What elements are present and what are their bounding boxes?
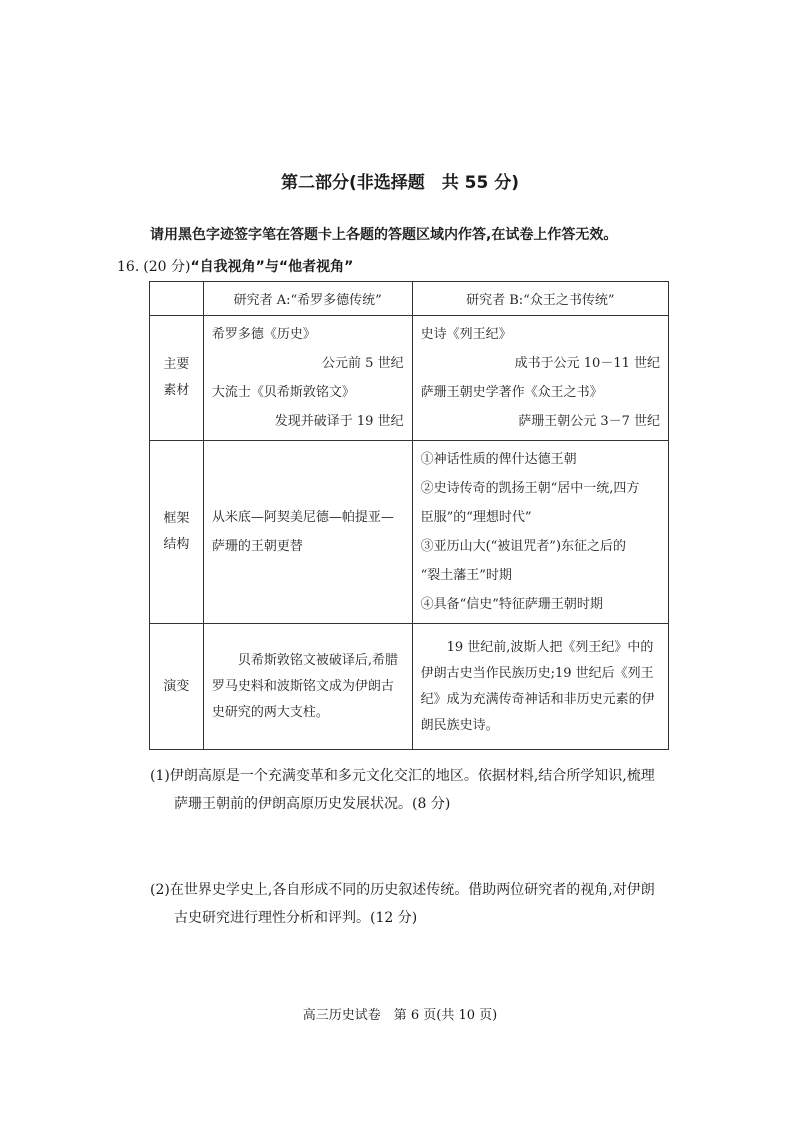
row-label-framework: 框架 结构 (150, 441, 204, 624)
framework-a: 从米底—阿契美尼德—帕提亚— 萨珊的王朝更替 (203, 441, 412, 624)
table-row-evolution (150, 624, 669, 750)
table-corner-cell (150, 282, 204, 316)
sub-question-2: (2)在世界史学史上,各自形成不同的历史叙述传统。借助两位研究者的视角,对伊朗 古史研究进行理性分析和评判。(12 分) (150, 882, 655, 926)
question-number: 16. (117, 259, 140, 275)
section-title: 第二部分(非选择题 共 55 分) (280, 173, 520, 193)
row-label-materials: 主要 素材 (150, 316, 204, 441)
question-points: (20 分) (143, 259, 191, 275)
table-row-materials (150, 316, 669, 441)
row-label-evolution: 演变 (150, 624, 204, 750)
header-researcher-a: 研究者 A:“希罗多德传统” (203, 282, 412, 316)
answer-instruction: 请用黑色字迹签字笔在答题卡上各题的答题区域内作答,在试卷上作答无效。 (150, 227, 618, 243)
header-researcher-b: 研究者 B:“众王之书传统” (412, 282, 668, 316)
framework-b: ①神话性质的俾什达德王朝 ②史诗传奇的凯扬王朝“居中一统,四方 臣服”的“理想时代” ③亚历山大(“被诅咒者”)东征之后的 “裂土藩王”时期 ④具备“信史”特征萨珊王朝时期 (412, 441, 668, 624)
evolution-a: 贝希斯敦铭文被破译后,希腊罗马史料和波斯铭文成为伊朗古史研究的两大支柱。 (203, 624, 412, 750)
question-topic: “自我视角”与“他者视角” (190, 259, 354, 275)
table-row-framework (150, 441, 669, 624)
comparison-table (149, 281, 669, 750)
materials-b: 史诗《列王纪》 成书于公元 10－11 世纪 萨珊王朝史学著作《众王之书》 萨珊王朝公元 3－7 世纪 (412, 316, 668, 441)
evolution-b: 19 世纪前,波斯人把《列王纪》中的伊朗古史当作民族历史;19 世纪后《列王纪》成为充满传奇神话和非历史元素的伊朗民族史诗。 (412, 624, 668, 750)
sub-question-1: (1)伊朗高原是一个充满变革和多元文化交汇的地区。依据材料,结合所学知识,梳理 萨珊王朝前的伊朗高原历史发展状况。(8 分) (150, 768, 655, 812)
table-header-row (150, 282, 669, 316)
page-footer: 高三历史试卷 第 6 页(共 10 页) (302, 1008, 498, 1023)
materials-a: 希罗多德《历史》 公元前 5 世纪 大流士《贝希斯敦铭文》 发现并破译于 19 世纪 (203, 316, 412, 441)
question-heading (117, 256, 353, 276)
